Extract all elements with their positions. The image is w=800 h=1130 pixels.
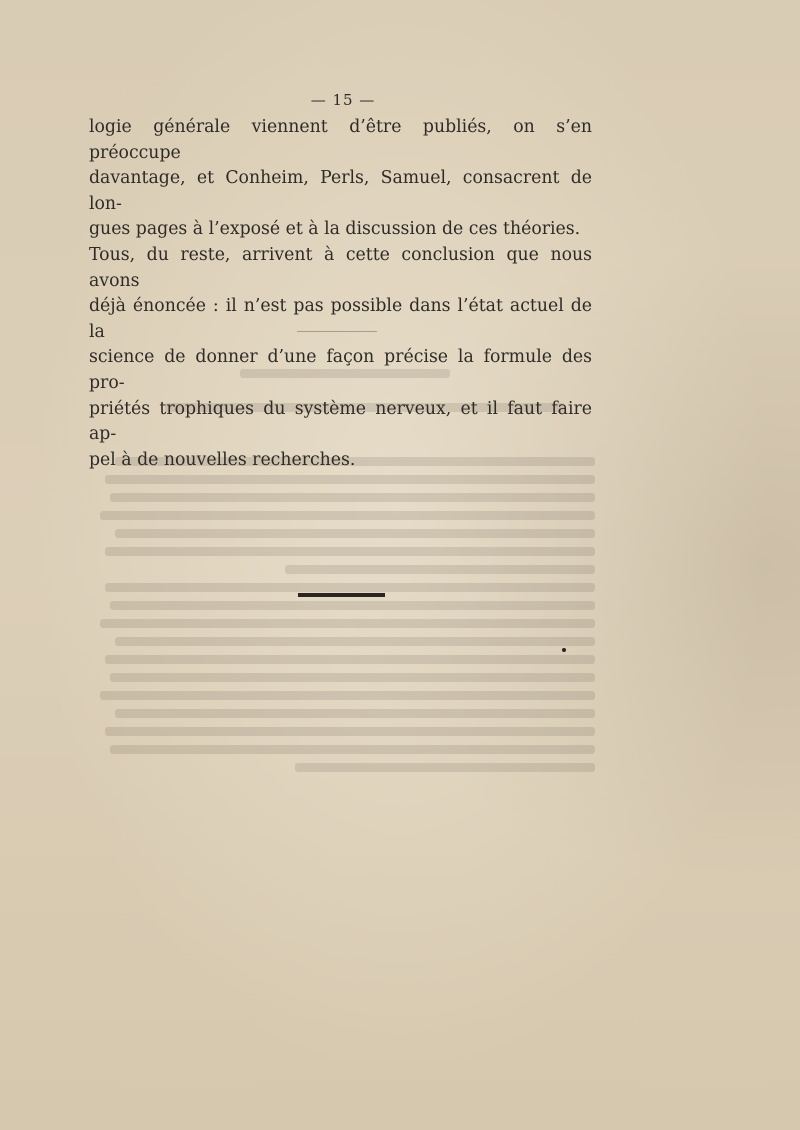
section-divider-thin [297,331,377,332]
body-paragraph: logie générale viennent d’être publiés, on s’en préoccupe davantage, et Conheim, Perls, Samuel, consacrent de lon- gues pages à l’exposé et à la discussion de ces théories. Tous, du reste, arrivent à cette conclusion que nous avons déjà énoncée : il n’est pas possible dans l’état actuel de la science de donner d’une façon précise la formule des pro- priétés trophiques du système nerveux, et il faut faire ap- pel à de nouvelles recherches. [89,117,592,470]
page-number: — 15 — [310,91,376,109]
section-divider-thick [298,593,385,597]
ink-speck [562,648,566,652]
